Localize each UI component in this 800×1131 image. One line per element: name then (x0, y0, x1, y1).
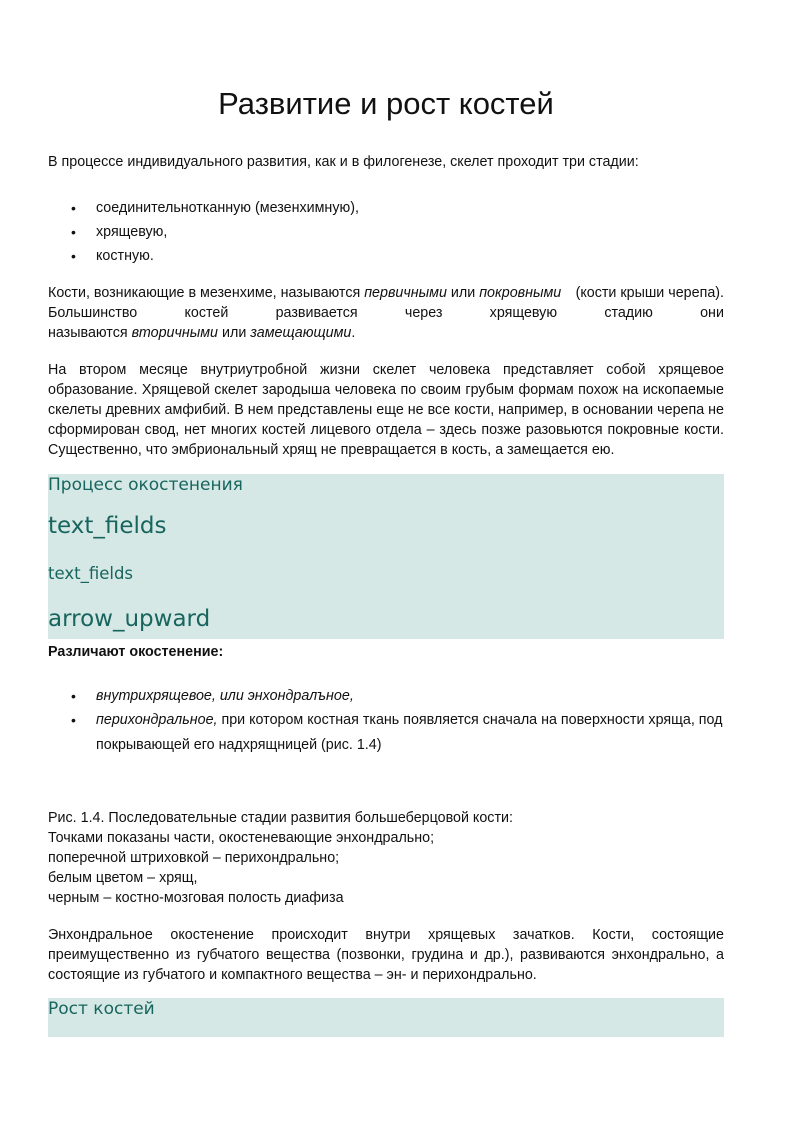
figure-caption (48, 808, 724, 908)
paragraph-line: Большинство костей развивается через хрящевую стадию они (48, 305, 724, 321)
bullet-icon: • (71, 200, 76, 216)
bullet-icon: • (71, 224, 76, 240)
caption-line: черным – костно-мозговая полость диафиза (48, 890, 344, 906)
primary-secondary-paragraph (48, 283, 724, 343)
text-fields-icon: text_fields (48, 513, 167, 539)
bullet-icon: • (71, 248, 76, 264)
paragraph-line: называются вторичными или замещающими. (48, 325, 356, 341)
caption-line: Точками показаны части, окостеневающие энхондрально; (48, 830, 435, 846)
intro-paragraph: В процессе индивидуального развития, как и в филогенезе, скелет проходит три стадии: (48, 154, 639, 170)
arrow-upward-icon: arrow_upward (48, 606, 211, 632)
section-bone-growth (48, 998, 724, 1037)
ossification-list (48, 684, 724, 758)
section-heading: Рост костей (48, 999, 155, 1019)
paragraph-line: Кости, возникающие в мезенхиме, называются первичными или покровными (кости крыши черепа). (48, 285, 724, 301)
caption-line: белым цветом – хрящ, (48, 870, 198, 886)
stages-list (48, 196, 724, 268)
enchondral-paragraph: Энхондральное окостенение происходит внутри хрящевых зачатков. Кости, состоящие преимущественно из губчатого вещества (позвонки, грудина и др.), развиваются энхондрально, а состоящие из губчатого и компактного вещества – эн- и перихондрально. (48, 927, 724, 983)
embryo-paragraph: На втором месяце внутриутробной жизни скелет человека представляет собой хрящевое образование. Хрящевой скелет зародыша человека по своим грубым формам похож на ископаемые скелеты древних амфибий. В нем представлены еще не все кости, например, в основании черепа не сформирован свод, нет многих костей лицевого отдела – здесь позже разовьются покровные кости. Существенно, что эмбриональный хрящ не превращается в кость, а замещается ею. (48, 362, 724, 458)
list-item: • перихондральное, при котором костная ткань появляется сначала на поверхности хряща, под покрывающей его надхрящницей (рис. 1.4) (48, 708, 724, 758)
section-ossification (48, 474, 724, 639)
list-item: • хрящевую, (48, 220, 724, 244)
list-item: • костную. (48, 244, 724, 268)
list-item: • соединительнотканную (мезенхимную), (48, 196, 724, 220)
page-title: Развитие и рост костей (218, 86, 554, 121)
text-fields-icon: text_fields (48, 564, 134, 583)
section-heading: Процесс окостенения (48, 475, 243, 495)
bullet-icon: • (71, 712, 76, 728)
list-item: • внутрихрящевое, или энхондралъное, (48, 684, 724, 708)
bullet-icon: • (71, 688, 76, 704)
ossification-label: Различают окостенение: (48, 644, 224, 660)
caption-line: Рис. 1.4. Последовательные стадии развития большеберцовой кости: (48, 810, 513, 826)
caption-line: поперечной штриховкой – перихондрально; (48, 850, 340, 866)
